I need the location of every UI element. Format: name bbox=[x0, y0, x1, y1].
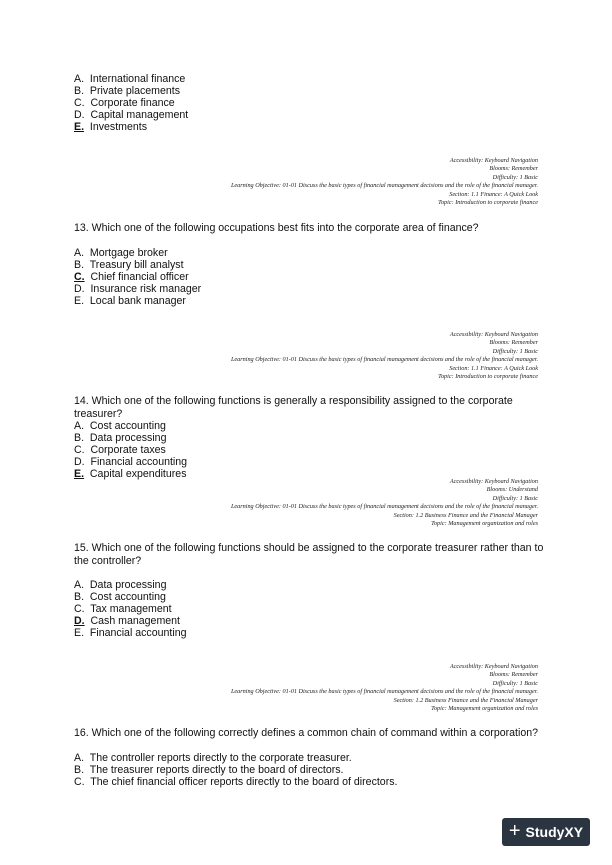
option-c: C. Corporate finance bbox=[74, 97, 175, 109]
option-b: B. Data processing bbox=[74, 432, 167, 444]
option-a: A. Mortgage broker bbox=[74, 247, 168, 259]
option-b: B. The treasurer reports directly to the board of directors. bbox=[74, 764, 344, 776]
question-13: 13. Which one of the following occupations best fits into the corporate area of finance? bbox=[74, 222, 479, 234]
meta-difficulty: Difficulty: 1 Basic bbox=[492, 347, 538, 355]
question-metadata-q13 bbox=[231, 331, 538, 381]
option-c: C. Corporate taxes bbox=[74, 444, 166, 456]
logo-text: StudyXY bbox=[525, 824, 584, 840]
question-16: 16. Which one of the following correctly defines a common chain of command within a corporation? bbox=[74, 727, 539, 739]
meta-blooms: Blooms: Remember bbox=[489, 339, 538, 347]
option-c: C. Tax management bbox=[74, 603, 172, 615]
option-e-correct: E. Investments bbox=[74, 121, 148, 133]
meta-learning-objective: Learning Objective: 01-01 Discuss the basic types of financial management decisions and the role of the financial manager. bbox=[230, 182, 538, 190]
meta-accessibility: Accessibility: Keyboard Navigation bbox=[449, 157, 538, 164]
meta-blooms: Blooms: Remember bbox=[489, 165, 538, 173]
meta-accessibility: Accessibility: Keyboard Navigation bbox=[449, 331, 538, 338]
option-a: A. Cost accounting bbox=[74, 420, 166, 432]
meta-section: Section: 1.1 Finance: A Quick Look bbox=[449, 190, 538, 198]
option-c: C. The chief financial officer reports directly to the board of directors. bbox=[74, 776, 398, 788]
option-b: B. Cost accounting bbox=[74, 591, 166, 603]
option-d-correct: D. Cash management bbox=[74, 615, 180, 627]
meta-learning-objective: Learning Objective: 01-01 Discuss the basic types of financial management decisions and the role of the financial manager. bbox=[230, 688, 538, 696]
meta-section: Section: 1.2 Business Finance and the Financial Manager bbox=[393, 511, 538, 519]
option-c-correct: C. Chief financial officer bbox=[74, 271, 189, 283]
question-metadata-q12 bbox=[231, 157, 538, 207]
meta-topic: Topic: Introduction to corporate finance bbox=[438, 373, 538, 381]
option-b: B. Treasury bill analyst bbox=[74, 259, 184, 271]
meta-learning-objective: Learning Objective: 01-01 Discuss the basic types of financial management decisions and the role of the financial manager. bbox=[230, 356, 538, 364]
question-14: 14. Which one of the following functions is generally a responsibility assigned to the corporate treasurer? bbox=[74, 395, 513, 420]
option-a: A. Data processing bbox=[74, 579, 167, 591]
question-metadata-q15 bbox=[231, 663, 538, 713]
option-d: D. Insurance risk manager bbox=[74, 283, 202, 295]
meta-difficulty: Difficulty: 1 Basic bbox=[492, 494, 538, 502]
meta-topic: Topic: Management organization and roles bbox=[431, 705, 538, 713]
plus-icon: + bbox=[508, 820, 521, 842]
meta-topic: Topic: Management organization and roles bbox=[431, 520, 538, 528]
option-b: B. Private placements bbox=[74, 85, 180, 97]
options-list-q12 bbox=[74, 73, 188, 133]
options-list-q15 bbox=[74, 579, 187, 639]
meta-section: Section: 1.1 Finance: A Quick Look bbox=[449, 364, 538, 372]
meta-accessibility: Accessibility: Keyboard Navigation bbox=[449, 663, 538, 670]
options-list-q16 bbox=[74, 752, 397, 788]
options-list-q13 bbox=[74, 247, 201, 307]
option-a: A. International finance bbox=[74, 73, 186, 85]
question-15: 15. Which one of the following functions should be assigned to the corporate treasurer rather than to the controller? bbox=[74, 542, 544, 567]
option-e: E. Financial accounting bbox=[74, 627, 187, 639]
meta-accessibility: Accessibility: Keyboard Navigation bbox=[449, 478, 538, 485]
option-e: E. Local bank manager bbox=[74, 295, 186, 307]
meta-blooms: Blooms: Understand bbox=[486, 486, 538, 494]
option-a: A. The controller reports directly to the corporate treasurer. bbox=[74, 752, 352, 764]
meta-learning-objective: Learning Objective: 01-01 Discuss the basic types of financial management decisions and the role of the financial manager. bbox=[230, 503, 538, 511]
option-d: D. Financial accounting bbox=[74, 456, 188, 468]
meta-topic: Topic: Introduction to corporate finance bbox=[438, 199, 538, 207]
studyxy-logo[interactable] bbox=[502, 818, 590, 846]
meta-blooms: Blooms: Remember bbox=[489, 671, 538, 679]
question-metadata-q14 bbox=[231, 478, 538, 528]
option-e-correct: E. Capital expenditures bbox=[74, 468, 187, 480]
meta-difficulty: Difficulty: 1 Basic bbox=[492, 173, 538, 181]
option-d: D. Capital management bbox=[74, 109, 189, 121]
meta-section: Section: 1.2 Business Finance and the Financial Manager bbox=[393, 696, 538, 704]
meta-difficulty: Difficulty: 1 Basic bbox=[492, 679, 538, 687]
options-list-q14 bbox=[74, 420, 187, 480]
